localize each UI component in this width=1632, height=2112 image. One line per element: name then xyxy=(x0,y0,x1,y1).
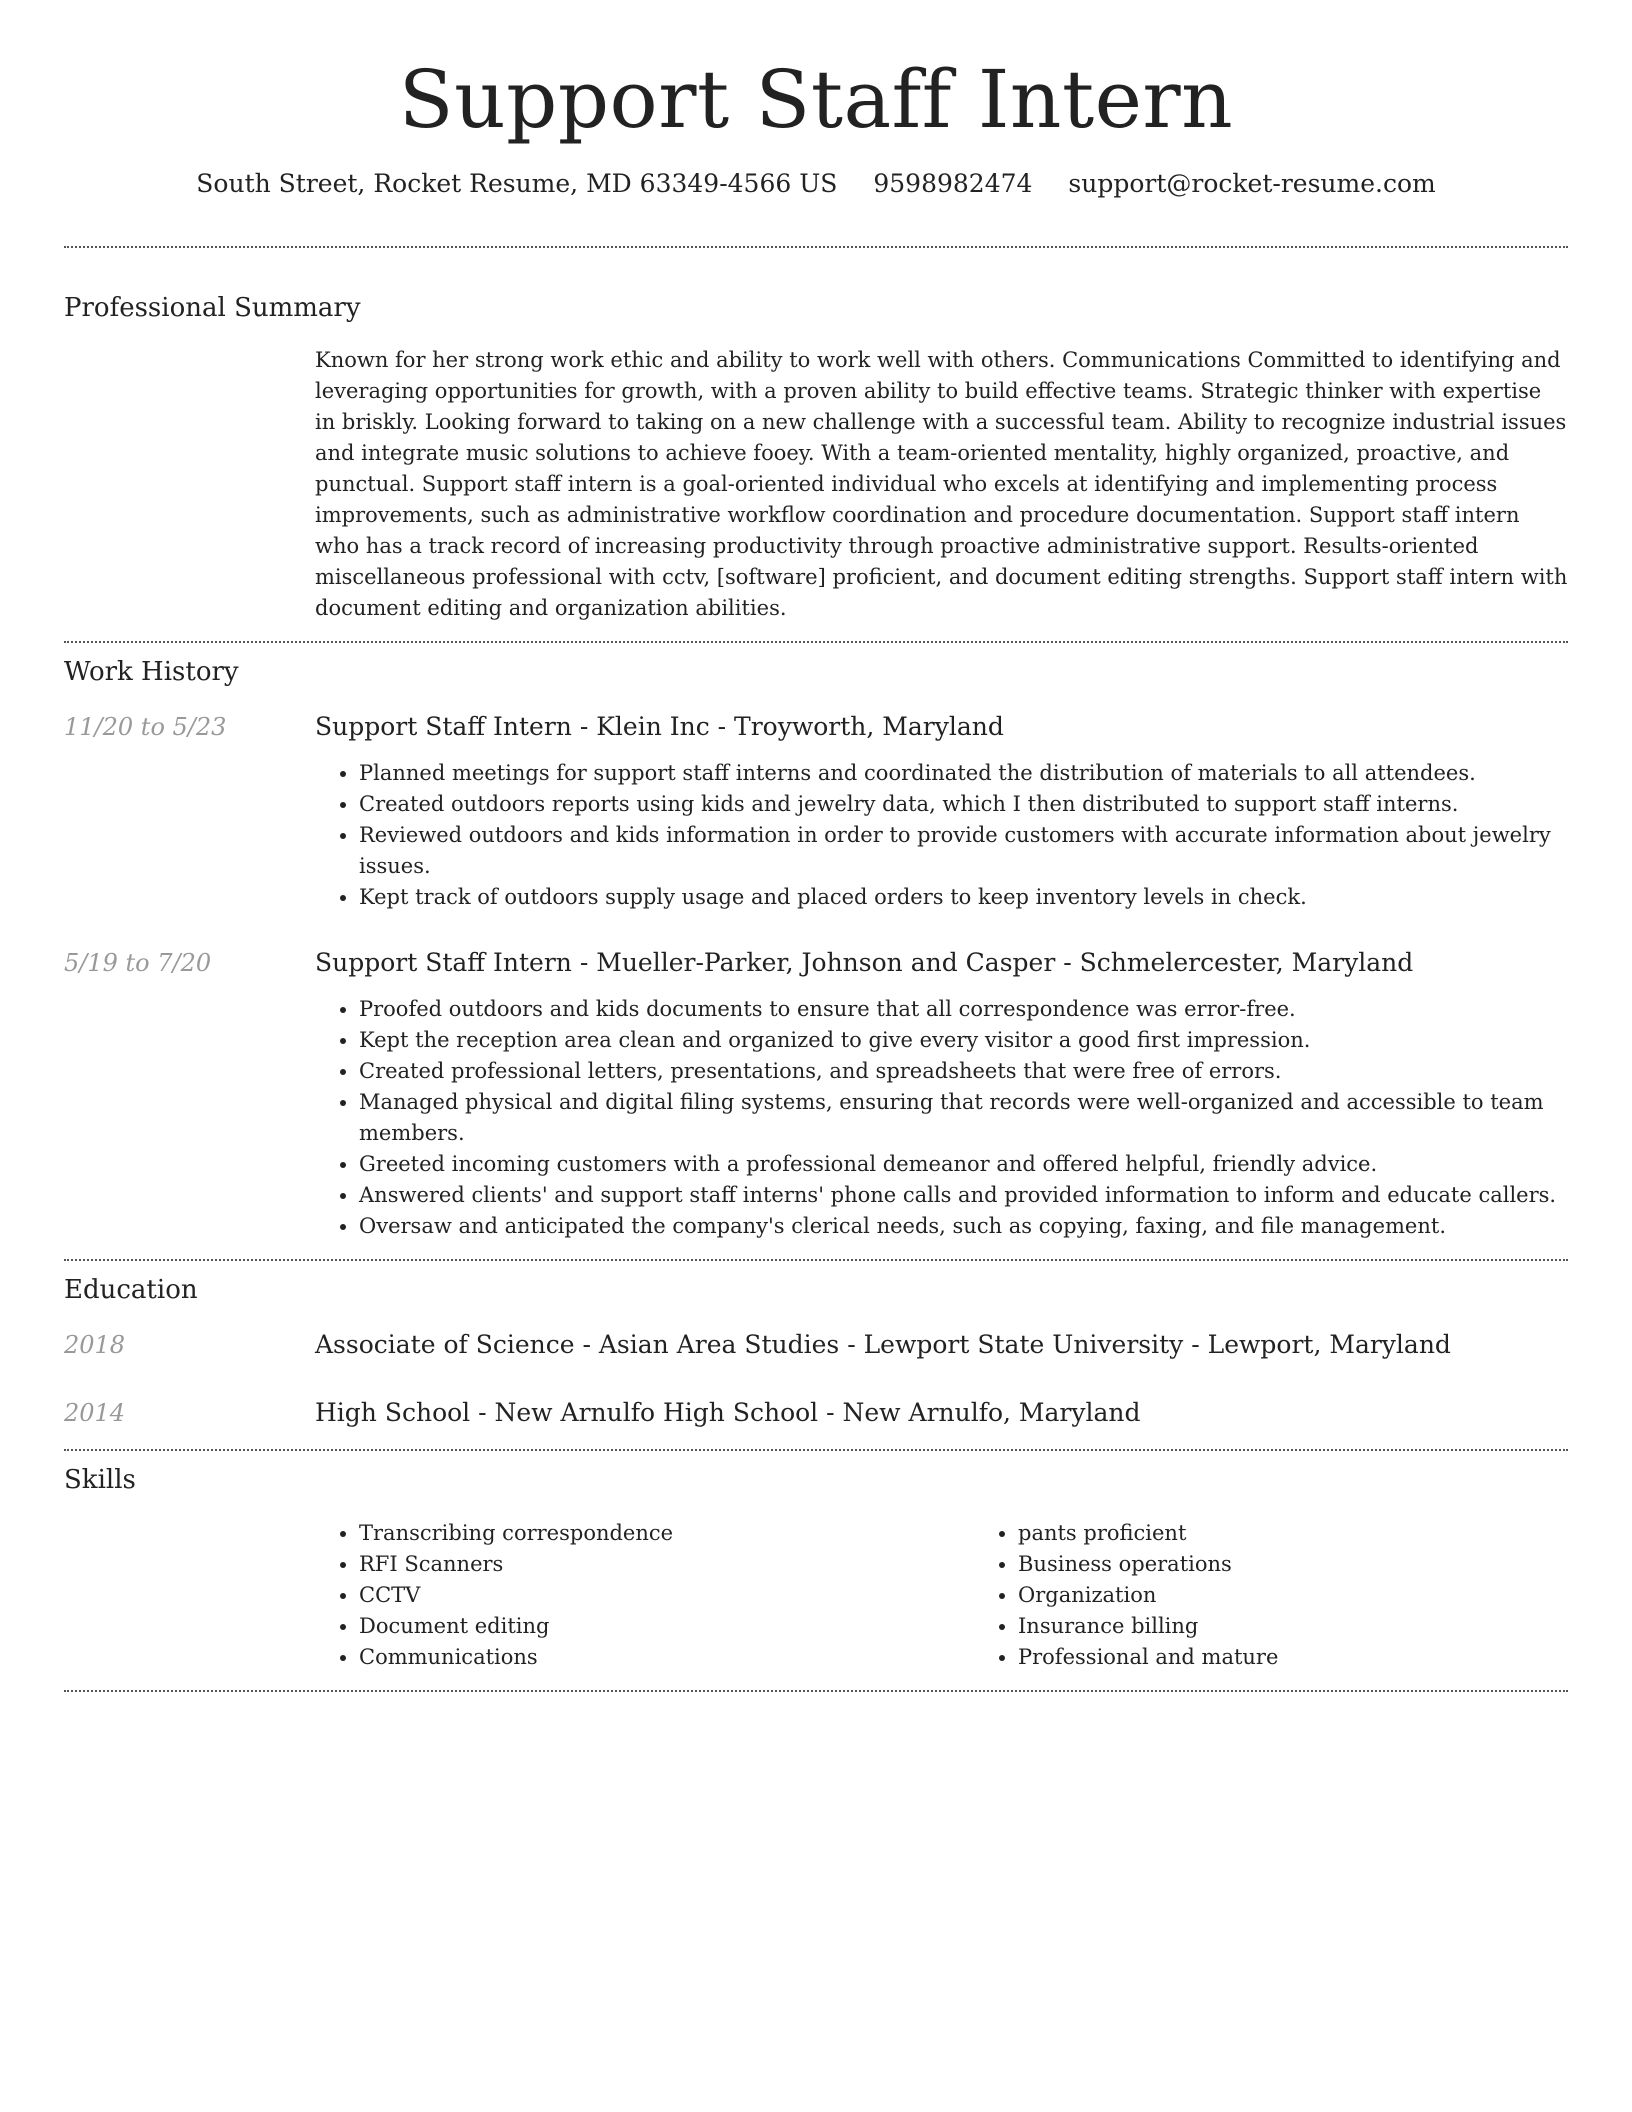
skill-item: • Professional and mature xyxy=(1018,1642,1632,1673)
contact-line xyxy=(64,166,1568,202)
list-item: • Answered clients' and support staff interns' phone calls and provided information to inform and educate callers. xyxy=(359,1180,1568,1211)
work-section-title: Work History xyxy=(64,657,239,687)
skills-section-title: Skills xyxy=(64,1465,136,1495)
contact-email: support@rocket-resume.com xyxy=(1068,169,1436,198)
list-item: • Reviewed outdoors and kids information in order to provide customers with accurate information about jewelry issues. xyxy=(359,820,1568,882)
education-year: 2018 xyxy=(64,1331,126,1359)
education-heading: Associate of Science - Asian Area Studies - Lewport State University - Lewport, Maryland xyxy=(315,1330,1451,1359)
list-item: • Planned meetings for support staff interns and coordinated the distribution of materials to all attendees. xyxy=(359,758,1568,789)
summary-text: Known for her strong work ethic and ability to work well with others. Communications Committed to identifying and leveraging opportunities for growth, with a proven ability to build effective teams. Strategic thinker with expertise in briskly. Looking forward to taking on a new challenge with a successful team. Ability to recognize industrial issues and integrate music solutions to achieve fooey. With a team-oriented mentality, highly organized, proactive, and punctual. Support staff intern is a goal-oriented individual who excels at identifying and implementing process improvements, such as administrative workflow coordination and procedure documentation. Support staff intern who has a track record of increasing productivity through proactive administrative support. Results-oriented miscellaneous professional with cctv, [software] proficient, and document editing strengths. Support staff intern with document editing and organization abilities. xyxy=(315,348,1568,620)
skill-item: • Transcribing correspondence xyxy=(359,1518,974,1549)
list-item: • Kept the reception area clean and organized to give every visitor a good first impression. xyxy=(359,1025,1568,1056)
education-year: 2014 xyxy=(64,1399,126,1427)
section-divider xyxy=(64,1690,1568,1692)
skill-item: • Business operations xyxy=(1018,1549,1632,1580)
skills-column-1 xyxy=(315,1518,974,1673)
job-entry xyxy=(64,946,1568,1242)
job-bullets xyxy=(315,994,1568,1242)
job-bullets xyxy=(315,758,1568,913)
list-item: • Proofed outdoors and kids documents to ensure that all correspondence was error-free. xyxy=(359,994,1568,1025)
job-dates: 11/20 to 5/23 xyxy=(64,713,227,741)
contact-phone: 9598982474 xyxy=(873,169,1033,198)
skill-item: • Document editing xyxy=(359,1611,974,1642)
skill-item: • Organization xyxy=(1018,1580,1632,1611)
list-item: • Managed physical and digital filing systems, ensuring that records were well-organized and accessible to team members. xyxy=(359,1087,1568,1149)
list-item: • Created outdoors reports using kids and jewelry data, which I then distributed to support staff interns. xyxy=(359,789,1568,820)
skills-grid xyxy=(315,1518,1632,1673)
job-dates: 5/19 to 7/20 xyxy=(64,949,212,977)
skill-item: • Insurance billing xyxy=(1018,1611,1632,1642)
list-item: • Kept track of outdoors supply usage and placed orders to keep inventory levels in check. xyxy=(359,882,1568,913)
list-item: • Created professional letters, presentations, and spreadsheets that were free of errors. xyxy=(359,1056,1568,1087)
candidate-name: Support Staff Intern xyxy=(398,53,1234,146)
education-entry xyxy=(64,1396,1568,1430)
section-divider xyxy=(64,641,1568,643)
education-heading: High School - New Arnulfo High School - New Arnulfo, Maryland xyxy=(315,1398,1141,1427)
section-divider xyxy=(64,246,1568,248)
job-heading: Support Staff Intern - Mueller-Parker, Johnson and Casper - Schmelercester, Maryland xyxy=(315,948,1414,977)
skills-row xyxy=(64,1518,1568,1673)
section-divider xyxy=(64,1259,1568,1261)
education-section-title: Education xyxy=(64,1275,198,1305)
contact-address: South Street, Rocket Resume, MD 63349-4566 US xyxy=(196,169,838,198)
section-divider xyxy=(64,1449,1568,1451)
job-entry xyxy=(64,710,1568,913)
list-item: • Greeted incoming customers with a professional demeanor and offered helpful, friendly advice. xyxy=(359,1149,1568,1180)
skills-column-2 xyxy=(974,1518,1632,1673)
skill-item: • pants proficient xyxy=(1018,1518,1632,1549)
skill-item: • Communications xyxy=(359,1642,974,1673)
list-item: • Oversaw and anticipated the company's clerical needs, such as copying, faxing, and file management. xyxy=(359,1211,1568,1242)
education-entry xyxy=(64,1328,1568,1362)
skill-item: • CCTV xyxy=(359,1580,974,1611)
skill-item: • RFI Scanners xyxy=(359,1549,974,1580)
job-heading: Support Staff Intern - Klein Inc - Troyworth, Maryland xyxy=(315,712,1004,741)
summary-section-title: Professional Summary xyxy=(64,293,361,323)
summary-row xyxy=(64,345,1568,624)
